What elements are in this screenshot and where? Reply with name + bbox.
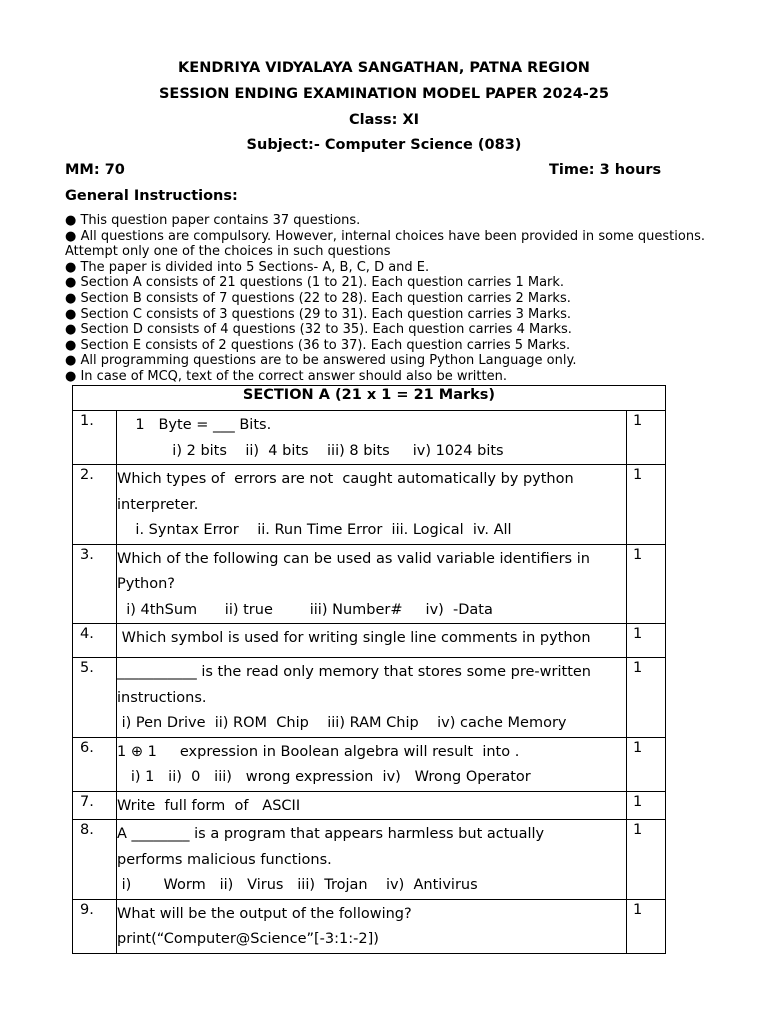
instruction-item: ● All questions are compulsory. However, internal choices have been provided in some questions. Attempt only one of the choices in such questions — [65, 228, 705, 260]
question-text — [117, 791, 627, 820]
header-class: Class: XI — [348, 112, 420, 128]
question-marks: 1 — [627, 624, 666, 658]
question-marks: 1 — [627, 411, 666, 465]
question-line: Python? — [117, 576, 175, 592]
question-line: performs malicious functions. — [117, 851, 332, 868]
question-text — [117, 737, 627, 791]
question-line: i) 1 ii) 0 iii) wrong expression iv) Wrong Operator — [117, 769, 531, 785]
question-marks: 1 — [627, 820, 666, 900]
instruction-item: ● Section D consists of 4 questions (32 to 35). Each question carries 4 Marks. — [65, 322, 572, 338]
question-line: i) Pen Drive ii) ROM Chip iii) RAM Chip iv) cache Memory — [117, 715, 567, 731]
question-line: i) 4thSum ii) true iii) Number# iv) -Data — [117, 601, 493, 618]
question-number: 5. — [73, 658, 117, 738]
question-line: Write full form of ASCII — [117, 797, 301, 814]
question-line: Which of the following can be used as valid variable identifiers in — [117, 550, 590, 567]
question-number: 7. — [73, 791, 117, 820]
instruction-item: ● The paper is divided into 5 Sections- A, B, C, D and E. — [65, 259, 430, 275]
instruction-item: ● Section A consists of 21 questions (1 to 21). Each question carries 1 Mark. — [65, 275, 565, 291]
section-a-title: SECTION A (21 x 1 = 21 Marks) — [73, 386, 666, 411]
instruction-item: ● Section C consists of 3 questions (29 to 31). Each question carries 3 Marks. — [65, 306, 572, 322]
question-marks: 1 — [627, 544, 666, 624]
question-line: instructions. — [117, 689, 207, 706]
question-number: 2. — [73, 465, 117, 545]
question-text — [117, 411, 627, 465]
question-number: 8. — [73, 820, 117, 900]
instruction-item: ● All programming questions are to be answered using Python Language only. — [65, 353, 577, 369]
instruction-item: ● In case of MCQ, text of the correct answer should also be written. — [65, 368, 507, 384]
header-subject: Subject:- Computer Science (083) — [246, 137, 522, 153]
question-row — [73, 411, 666, 465]
header-region: KENDRIYA VIDYALAYA SANGATHAN, PATNA REGION — [178, 60, 590, 76]
question-row — [73, 737, 666, 791]
question-line: i. Syntax Error ii. Run Time Error iii. Logical iv. All — [117, 522, 512, 538]
question-row — [73, 624, 666, 658]
instructions-heading: General Instructions: — [65, 188, 238, 204]
question-text — [117, 658, 627, 738]
question-line: What will be the output of the following? — [117, 905, 412, 922]
question-line: ___________ is the read only memory that stores some pre-written — [117, 664, 591, 680]
question-text — [117, 544, 627, 624]
question-line: 1 ⊕ 1 expression in Boolean algebra will result into . — [117, 743, 520, 760]
instruction-item: ● Section E consists of 2 questions (36 to 37). Each question carries 5 Marks. — [65, 337, 571, 353]
question-row — [73, 820, 666, 900]
section-header-row — [73, 386, 666, 411]
question-marks: 1 — [627, 465, 666, 545]
question-line: Which symbol is used for writing single line comments in python — [117, 630, 591, 646]
question-marks: 1 — [627, 737, 666, 791]
question-number: 9. — [73, 899, 117, 953]
question-number: 4. — [73, 624, 117, 658]
question-marks: 1 — [627, 658, 666, 738]
question-line: Which types of errors are not caught automatically by python — [117, 471, 574, 487]
question-text — [117, 624, 627, 658]
instruction-item: ● Section B consists of 7 questions (22 to 28). Each question carries 2 Marks. — [65, 290, 571, 306]
instruction-item: ● This question paper contains 37 questions. — [65, 213, 361, 228]
section-a-table — [72, 385, 666, 954]
question-line: i) Worm ii) Virus iii) Trojan iv) Antivirus — [117, 877, 478, 893]
question-line: i) 2 bits ii) 4 bits iii) 8 bits iv) 1024 bits — [117, 442, 504, 459]
header-exam: SESSION ENDING EXAMINATION MODEL PAPER 2024-25 — [158, 86, 609, 102]
question-text — [117, 465, 627, 545]
question-marks: 1 — [627, 899, 666, 953]
question-number: 1. — [73, 411, 117, 465]
max-marks: MM: 70 — [65, 162, 125, 178]
question-text — [117, 899, 627, 953]
question-number: 3. — [73, 544, 117, 624]
question-line: 1 Byte = ___ Bits. — [117, 417, 272, 433]
instructions-list — [65, 213, 705, 385]
question-line: print(“Computer@Science”[-3:1:-2]) — [117, 931, 379, 947]
question-text — [117, 820, 627, 900]
question-row — [73, 791, 666, 820]
question-row — [73, 465, 666, 545]
question-line: interpreter. — [117, 496, 199, 513]
question-row — [73, 658, 666, 738]
question-number: 6. — [73, 737, 117, 791]
question-row — [73, 544, 666, 624]
question-marks: 1 — [627, 791, 666, 820]
time-allowed: Time: 3 hours — [549, 162, 662, 178]
question-line: A ________ is a program that appears harmless but actually — [117, 826, 545, 842]
question-row — [73, 899, 666, 953]
